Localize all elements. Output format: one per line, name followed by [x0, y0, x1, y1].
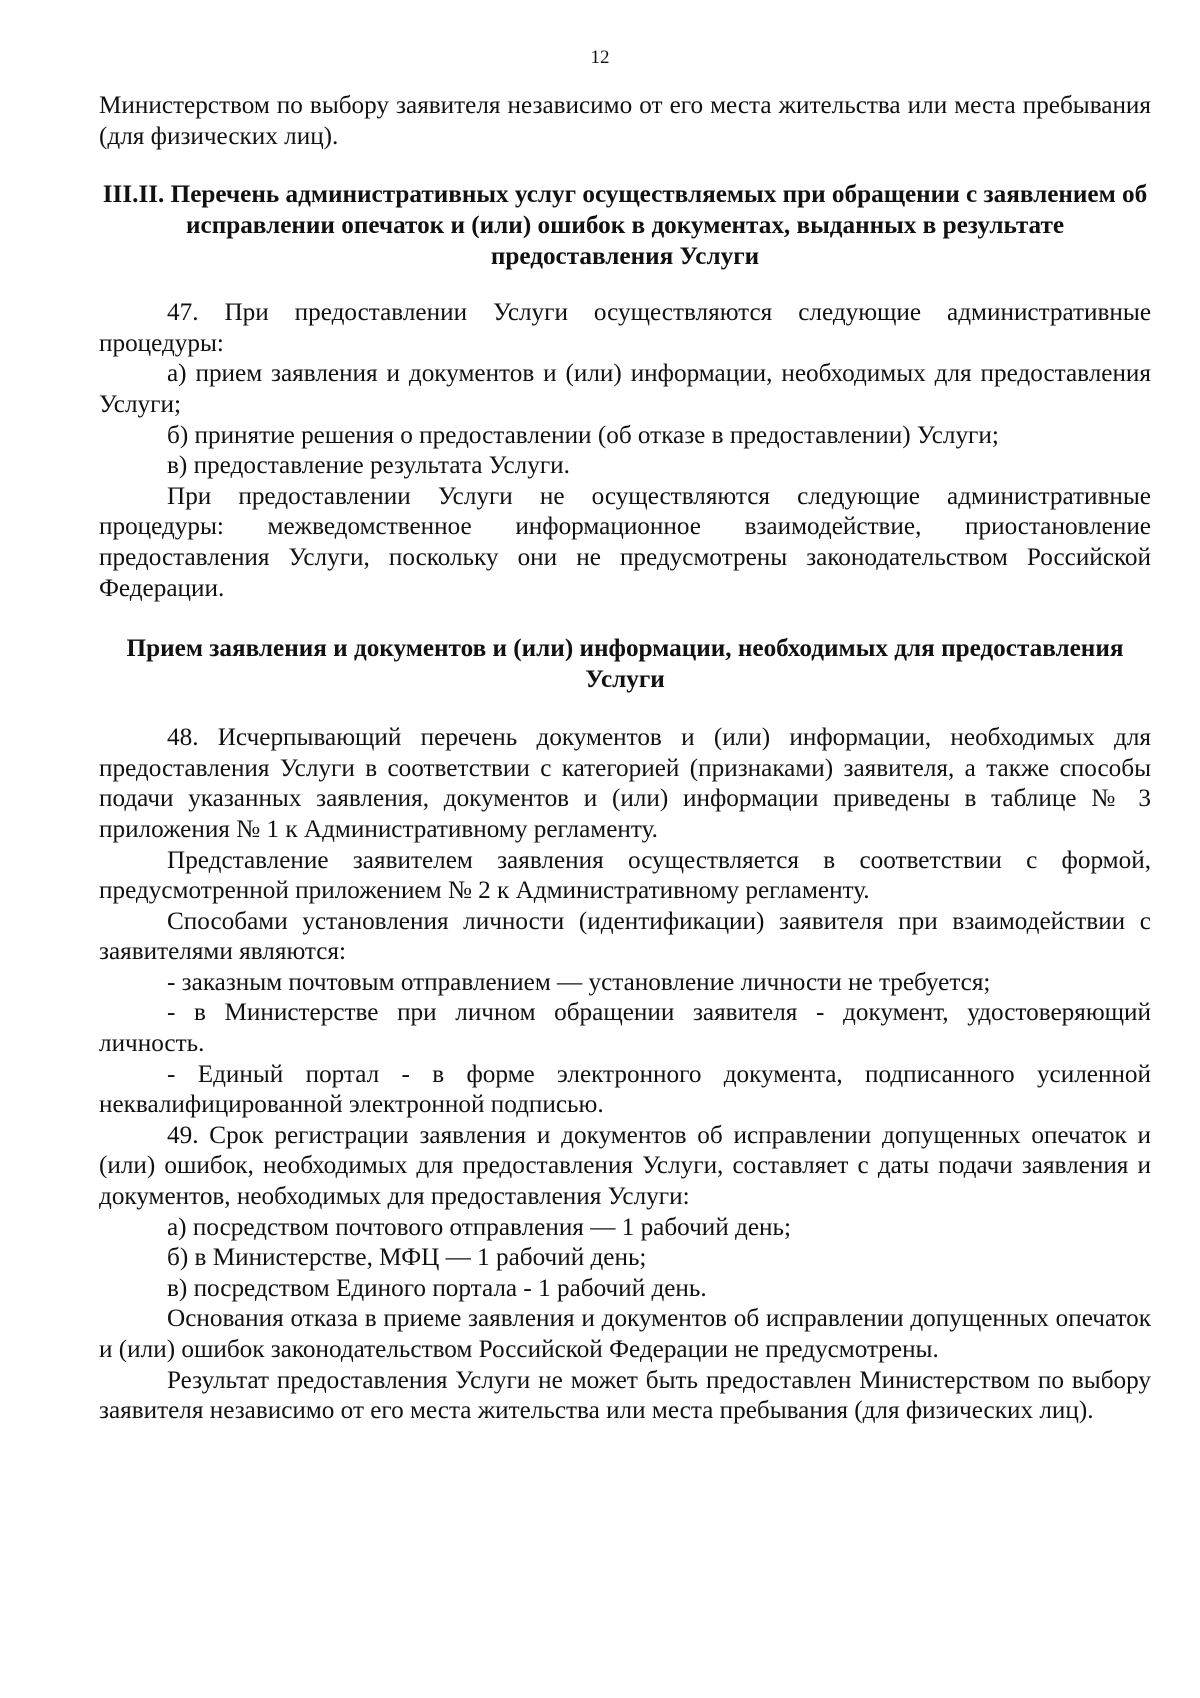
paragraph-49: 49. Срок регистрации заявления и документов об исправлении допущенных опечаток и (или) ошибок, необходимых для предоставления Услуги, составляет с даты подачи заявления и документов, необходимых для предоставления Услуги:	[99, 1121, 1151, 1211]
section-heading: III.II. Перечень административных услуг осуществляемых при обращении с заявлением об исправлении опечаток и (или) ошибок в документах, выданных в результате предоставления Услуги	[102, 181, 1148, 271]
intro-paragraph: Министерством по выбору заявителя независимо от его места жительства или места пребывания (для физических лиц).	[99, 92, 1151, 150]
identification-item-portal: - Единый портал - в форме электронного документа, подписанного усиленной неквалифицированной электронной подписью.	[99, 1060, 1151, 1119]
document-body	[99, 91, 1151, 1427]
identification-item-ministry: - в Министерстве при личном обращении заявителя - документ, удостоверяющий личность.	[99, 999, 1151, 1058]
identification-item-mail: - заказным почтовым отправлением — установление личности не требуется;	[167, 968, 991, 996]
page-number: 12	[590, 47, 610, 68]
list-item-v: в) предоставление результата Услуги.	[167, 452, 570, 480]
paragraph-48: 48. Исчерпывающий перечень документов и (или) информации, необходимых для предоставления Услуги в соответствии с категорией (признаками) заявителя, а также способы подачи указанных заявления, документов и (или) информации приведены в таблице № 3 приложения № 1 к Административному регламенту.	[99, 724, 1151, 843]
list-item-a: а) прием заявления и документов и (или) информации, необходимых для предоставления Услуги;	[99, 360, 1151, 418]
application-form-paragraph: Представление заявителем заявления осуществляется в соответствии с формой, предусмотренной приложением № 2 к Административному регламенту.	[99, 846, 1151, 905]
term-item-mail: а) посредством почтового отправления — 1 рабочий день;	[167, 1213, 791, 1241]
procedures-note-paragraph: При предоставлении Услуги не осуществляются следующие административные процедуры: межведомственное информационное взаимодействие, приостановление предоставления Услуги, поскольку они не предусмотрены законодательством Российской Федерации.	[99, 482, 1151, 602]
term-item-ministry: б) в Министерстве, МФЦ — 1 рабочий день;	[167, 1244, 647, 1272]
identification-paragraph: Способами установления личности (идентификации) заявителя при взаимодействии с заявителями являются:	[99, 907, 1151, 966]
refusal-grounds-paragraph: Основания отказа в приеме заявления и документов об исправлении допущенных опечаток и (или) ошибок законодательством Российской Федерации не предусмотрены.	[99, 1305, 1151, 1363]
list-item-b: б) принятие решения о предоставлении (об отказе в предоставлении) Услуги;	[167, 421, 999, 449]
result-paragraph: Результат предоставления Услуги не может быть предоставлен Министерством по выбору заявителя независимо от его места жительства или места пребывания (для физических лиц).	[99, 1366, 1151, 1425]
paragraph-47: 47. При предоставлении Услуги осуществляются следующие административные процедуры:	[99, 299, 1151, 357]
subsection-heading: Прием заявления и документов и (или) информации, необходимых для предоставления Услуги	[126, 635, 1124, 694]
term-item-portal: в) посредством Единого портала - 1 рабочий день.	[167, 1274, 707, 1302]
